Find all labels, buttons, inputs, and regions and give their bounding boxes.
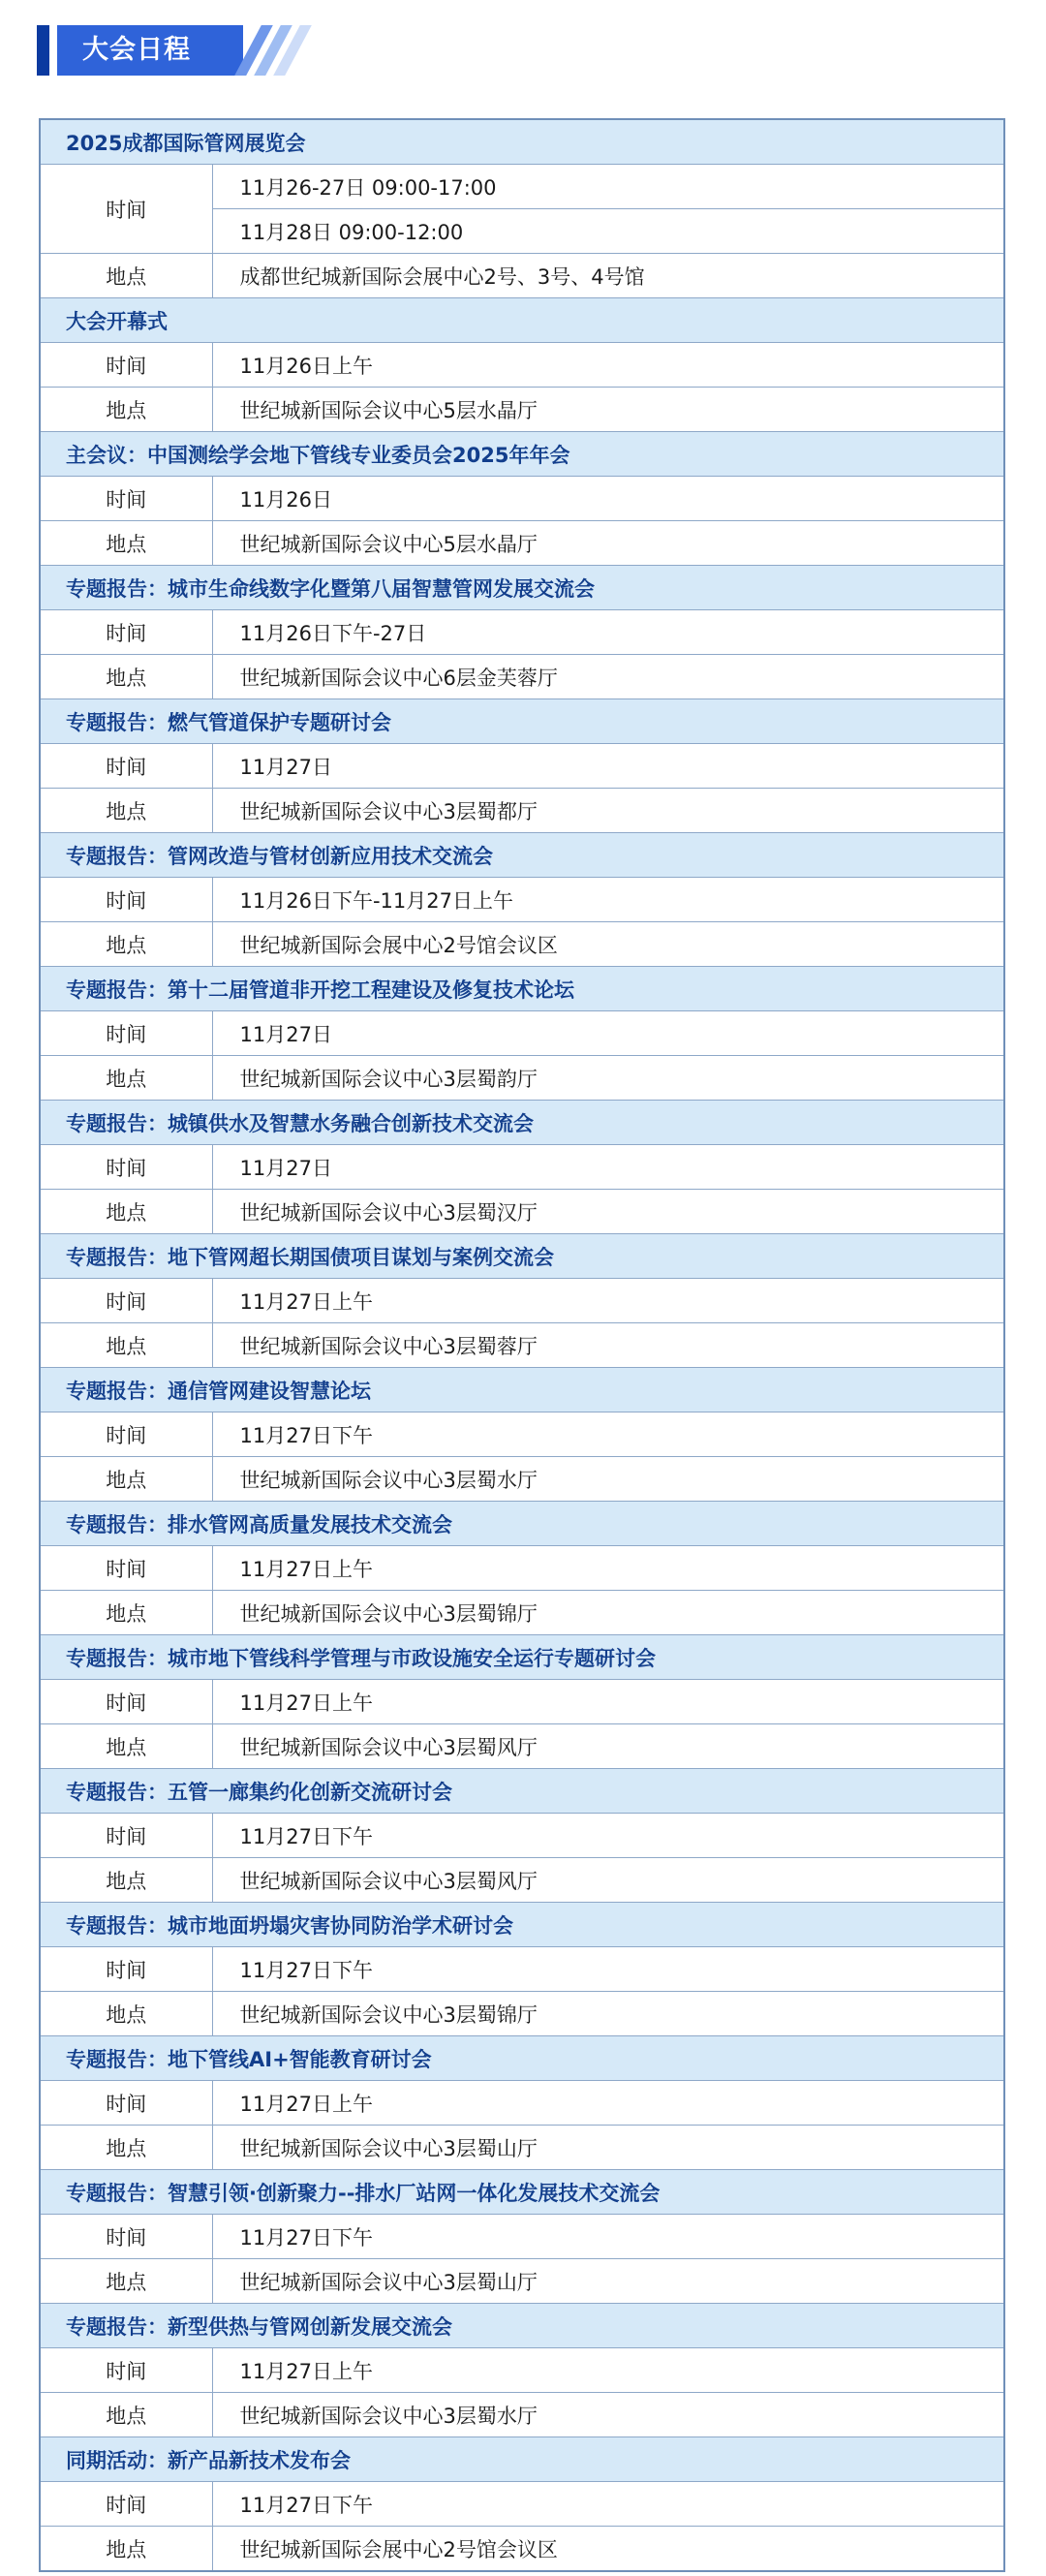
time-value: 11月27日下午	[212, 2215, 1004, 2259]
place-label: 地点	[40, 655, 212, 699]
place-label: 地点	[40, 1591, 212, 1635]
place-row	[40, 2527, 1004, 2572]
section-header-row	[40, 1101, 1004, 1145]
section-header-row	[40, 699, 1004, 744]
place-label: 地点	[40, 1457, 212, 1502]
section-title: 专题报告：地下管网超长期国债项目谋划与案例交流会	[40, 1234, 1004, 1279]
time-label: 时间	[40, 610, 212, 655]
place-label: 地点	[40, 1724, 212, 1769]
place-label: 地点	[40, 922, 212, 967]
place-row	[40, 1056, 1004, 1101]
time-label: 时间	[40, 2482, 212, 2527]
time-value: 11月27日上午	[212, 1546, 1004, 1591]
section-header-row	[40, 1903, 1004, 1947]
section-title: 专题报告：新型供热与管网创新发展交流会	[40, 2304, 1004, 2348]
time-row	[40, 165, 1004, 209]
place-label: 地点	[40, 1323, 212, 1368]
place-label: 地点	[40, 1190, 212, 1234]
place-row	[40, 2126, 1004, 2170]
section-title: 专题报告：第十二届管道非开挖工程建设及修复技术论坛	[40, 967, 1004, 1011]
time-label: 时间	[40, 2215, 212, 2259]
time-label: 时间	[40, 477, 212, 521]
time-label: 时间	[40, 1145, 212, 1190]
section-title: 专题报告：通信管网建设智慧论坛	[40, 1368, 1004, 1412]
place-row	[40, 1457, 1004, 1502]
time-value: 11月26-27日 09:00-17:00	[212, 165, 1004, 209]
time-row	[40, 1145, 1004, 1190]
section-title: 主会议：中国测绘学会地下管线专业委员会2025年年会	[40, 432, 1004, 477]
section-header-row	[40, 2036, 1004, 2081]
place-label: 地点	[40, 1056, 212, 1101]
section-title: 同期活动：新产品新技术发布会	[40, 2437, 1004, 2482]
place-row	[40, 1724, 1004, 1769]
place-label: 地点	[40, 1858, 212, 1903]
section-title: 专题报告：地下管线AI+智能教育研讨会	[40, 2036, 1004, 2081]
time-row	[40, 343, 1004, 388]
place-value: 世纪城新国际会议中心3层蜀韵厅	[212, 1056, 1004, 1101]
section-header-row	[40, 1502, 1004, 1546]
header-accent-bar	[37, 25, 49, 76]
time-label: 时间	[40, 1814, 212, 1858]
time-value: 11月27日下午	[212, 2482, 1004, 2527]
place-row	[40, 1591, 1004, 1635]
place-label: 地点	[40, 521, 212, 566]
time-value: 11月27日上午	[212, 2348, 1004, 2393]
time-value: 11月28日 09:00-12:00	[212, 209, 1004, 254]
place-value: 世纪城新国际会议中心3层蜀水厅	[212, 1457, 1004, 1502]
place-value: 世纪城新国际会议中心3层蜀风厅	[212, 1858, 1004, 1903]
section-header-row	[40, 119, 1004, 165]
time-row	[40, 1279, 1004, 1323]
place-value: 世纪城新国际会议中心5层水晶厅	[212, 388, 1004, 432]
section-title: 专题报告：城市地下管线科学管理与市政设施安全运行专题研讨会	[40, 1635, 1004, 1680]
time-label: 时间	[40, 2348, 212, 2393]
place-row	[40, 1323, 1004, 1368]
time-label: 时间	[40, 165, 212, 254]
place-row	[40, 388, 1004, 432]
place-row	[40, 2259, 1004, 2304]
time-row	[40, 1011, 1004, 1056]
place-row	[40, 2393, 1004, 2437]
place-value: 世纪城新国际会议中心3层蜀都厅	[212, 789, 1004, 833]
place-label: 地点	[40, 2393, 212, 2437]
time-value: 11月26日下午-11月27日上午	[212, 878, 1004, 922]
section-header-row	[40, 1368, 1004, 1412]
place-row	[40, 1190, 1004, 1234]
section-header-row	[40, 1234, 1004, 1279]
time-row	[40, 610, 1004, 655]
place-row	[40, 655, 1004, 699]
time-row	[40, 1947, 1004, 1992]
time-label: 时间	[40, 744, 212, 789]
time-label: 时间	[40, 1680, 212, 1724]
time-value: 11月27日	[212, 744, 1004, 789]
place-value: 世纪城新国际会议中心3层蜀山厅	[212, 2126, 1004, 2170]
time-value: 11月27日上午	[212, 1279, 1004, 1323]
section-header-row	[40, 2437, 1004, 2482]
time-label: 时间	[40, 1546, 212, 1591]
place-value: 世纪城新国际会展中心2号馆会议区	[212, 2527, 1004, 2572]
section-header-row	[40, 1635, 1004, 1680]
time-row	[40, 878, 1004, 922]
section-header-row	[40, 833, 1004, 878]
place-label: 地点	[40, 2259, 212, 2304]
section-header-row	[40, 298, 1004, 343]
time-label: 时间	[40, 1279, 212, 1323]
section-title: 专题报告：智慧引领·创新聚力--排水厂站网一体化发展技术交流会	[40, 2170, 1004, 2215]
place-row	[40, 254, 1004, 298]
time-value: 11月27日下午	[212, 1947, 1004, 1992]
place-value: 世纪城新国际会议中心3层蜀锦厅	[212, 1992, 1004, 2036]
place-row	[40, 789, 1004, 833]
time-value: 11月26日下午-27日	[212, 610, 1004, 655]
time-label: 时间	[40, 2081, 212, 2126]
place-label: 地点	[40, 388, 212, 432]
time-row	[40, 1680, 1004, 1724]
time-value: 11月27日	[212, 1011, 1004, 1056]
section-title: 专题报告：管网改造与管材创新应用技术交流会	[40, 833, 1004, 878]
time-row	[40, 477, 1004, 521]
section-title: 大会开幕式	[40, 298, 1004, 343]
page-title: 大会日程	[57, 25, 243, 76]
time-row	[40, 2215, 1004, 2259]
time-row	[40, 1412, 1004, 1457]
place-value: 世纪城新国际会议中心3层蜀蓉厅	[212, 1323, 1004, 1368]
section-header-row	[40, 566, 1004, 610]
section-title: 专题报告：五管一廊集约化创新交流研讨会	[40, 1769, 1004, 1814]
time-value: 11月27日下午	[212, 1412, 1004, 1457]
place-value: 世纪城新国际会展中心2号馆会议区	[212, 922, 1004, 967]
section-title: 专题报告：城市地面坍塌灾害协同防治学术研讨会	[40, 1903, 1004, 1947]
place-label: 地点	[40, 254, 212, 298]
place-label: 地点	[40, 1992, 212, 2036]
time-label: 时间	[40, 1011, 212, 1056]
time-value: 11月26日	[212, 477, 1004, 521]
place-value: 世纪城新国际会议中心3层蜀水厅	[212, 2393, 1004, 2437]
place-row	[40, 1858, 1004, 1903]
section-header-row	[40, 967, 1004, 1011]
section-title: 2025成都国际管网展览会	[40, 119, 1004, 165]
place-value: 世纪城新国际会议中心3层蜀汉厅	[212, 1190, 1004, 1234]
time-value: 11月27日	[212, 1145, 1004, 1190]
time-row	[40, 2348, 1004, 2393]
place-label: 地点	[40, 2527, 212, 2572]
time-value: 11月27日上午	[212, 1680, 1004, 1724]
section-title: 专题报告：城镇供水及智慧水务融合创新技术交流会	[40, 1101, 1004, 1145]
section-title: 专题报告：城市生命线数字化暨第八届智慧管网发展交流会	[40, 566, 1004, 610]
time-value: 11月27日下午	[212, 1814, 1004, 1858]
time-label: 时间	[40, 1947, 212, 1992]
place-value: 成都世纪城新国际会展中心2号、3号、4号馆	[212, 254, 1004, 298]
place-value: 世纪城新国际会议中心5层水晶厅	[212, 521, 1004, 566]
section-header-row	[40, 2170, 1004, 2215]
time-row	[40, 1546, 1004, 1591]
place-value: 世纪城新国际会议中心3层蜀锦厅	[212, 1591, 1004, 1635]
schedule-table	[39, 118, 1005, 2572]
place-row	[40, 1992, 1004, 2036]
place-row	[40, 521, 1004, 566]
section-header-row	[40, 432, 1004, 477]
time-row	[40, 2482, 1004, 2527]
section-header-row	[40, 1769, 1004, 1814]
place-label: 地点	[40, 2126, 212, 2170]
time-label: 时间	[40, 878, 212, 922]
time-label: 时间	[40, 343, 212, 388]
section-header-row	[40, 2304, 1004, 2348]
place-value: 世纪城新国际会议中心3层蜀山厅	[212, 2259, 1004, 2304]
page-header	[37, 25, 327, 76]
time-row	[40, 2081, 1004, 2126]
time-row	[40, 1814, 1004, 1858]
time-value: 11月26日上午	[212, 343, 1004, 388]
place-value: 世纪城新国际会议中心6层金芙蓉厅	[212, 655, 1004, 699]
section-title: 专题报告：排水管网高质量发展技术交流会	[40, 1502, 1004, 1546]
place-label: 地点	[40, 789, 212, 833]
time-label: 时间	[40, 1412, 212, 1457]
time-row	[40, 744, 1004, 789]
time-value: 11月27日上午	[212, 2081, 1004, 2126]
place-value: 世纪城新国际会议中心3层蜀风厅	[212, 1724, 1004, 1769]
section-title: 专题报告：燃气管道保护专题研讨会	[40, 699, 1004, 744]
place-row	[40, 922, 1004, 967]
